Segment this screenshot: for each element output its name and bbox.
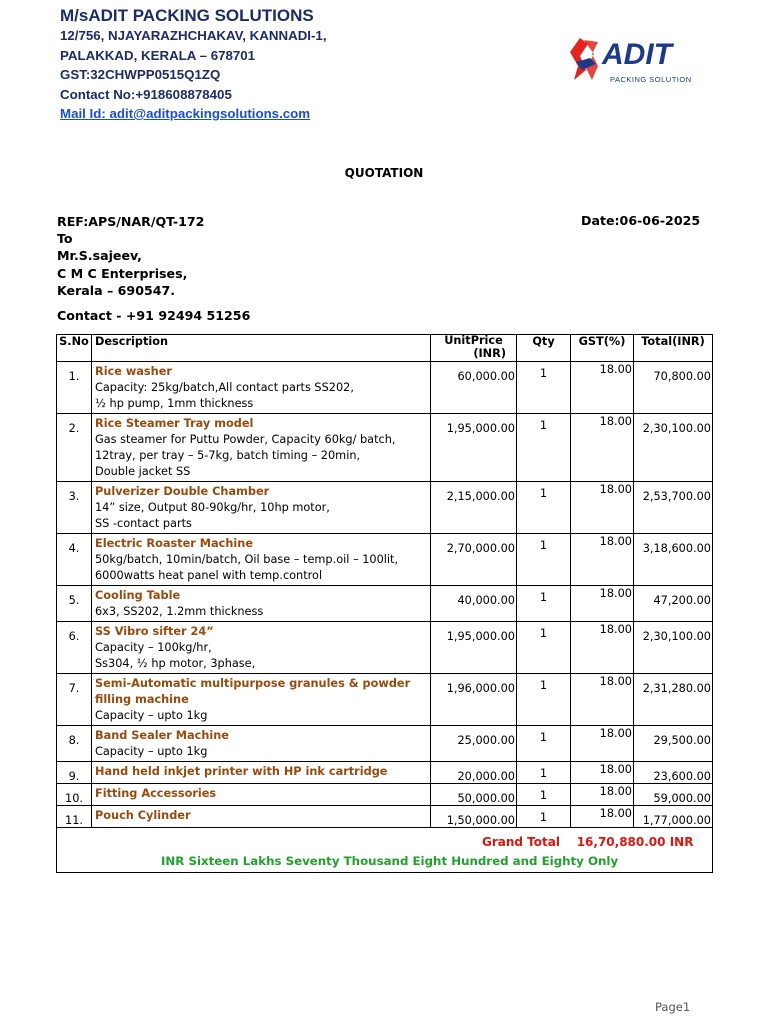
row-qty: 1: [517, 482, 571, 534]
recipient-name: Mr.S.sajeev,: [57, 248, 142, 264]
item-detail: 12tray, per tray – 5-7kg, batch timing – 20min,: [95, 449, 361, 462]
row-qty: 1: [517, 726, 571, 762]
item-name: Rice washer: [95, 365, 172, 378]
row-gst: 18.00: [571, 806, 634, 828]
recipient-block: [57, 213, 204, 299]
grand-total-label: Grand Total: [482, 835, 560, 849]
item-name: Electric Roaster Machine: [95, 537, 253, 550]
item-detail: 14” size, Output 80-90kg/hr, 10hp motor,: [95, 501, 330, 514]
item-name: Cooling Table: [95, 589, 181, 602]
row-qty: 1: [517, 622, 571, 674]
item-detail: Capacity – upto 1kg: [95, 745, 208, 758]
company-mail-link[interactable]: Mail Id: adit@aditpackingsolutions.com: [60, 106, 311, 121]
row-unitprice: 60,000.00: [431, 362, 517, 414]
row-unitprice: 1,96,000.00: [431, 674, 517, 726]
summary-row: [57, 828, 713, 873]
row-gst: 18.00: [571, 762, 634, 784]
header-qty: Qty: [517, 335, 571, 362]
company-address-2: PALAKKAD, KERALA – 678701: [60, 47, 256, 63]
table-row: [57, 726, 713, 762]
item-name: Hand held inkjet printer with HP ink cartridge: [95, 765, 388, 778]
row-qty: 1: [517, 586, 571, 622]
row-total: 59,000.00: [634, 784, 713, 806]
row-gst: 18.00: [571, 362, 634, 414]
adit-logo: [566, 34, 700, 86]
item-name: SS Vibro sifter 24”: [95, 625, 214, 638]
to-label: To: [57, 231, 73, 247]
row-gst: 18.00: [571, 674, 634, 726]
row-total: 23,600.00: [634, 762, 713, 784]
row-total: 3,18,600.00: [634, 534, 713, 586]
table-row: [57, 806, 713, 828]
logo-brand: ADIT: [602, 38, 672, 71]
row-gst: 18.00: [571, 726, 634, 762]
table-row: [57, 784, 713, 806]
row-sno: 7.: [57, 674, 92, 726]
item-name: Band Sealer Machine: [95, 729, 229, 742]
row-total: 70,800.00: [634, 362, 713, 414]
row-description: [92, 586, 431, 622]
header-gst: GST(%): [571, 335, 634, 362]
row-qty: 1: [517, 806, 571, 828]
row-sno: 2.: [57, 414, 92, 482]
row-total: 29,500.00: [634, 726, 713, 762]
item-detail: Double jacket SS: [95, 465, 191, 478]
recipient-company: C M C Enterprises,: [57, 265, 188, 281]
row-total: 2,30,100.00: [634, 414, 713, 482]
table-row: [57, 586, 713, 622]
table-row: [57, 674, 713, 726]
item-detail: SS -contact parts: [95, 517, 192, 530]
item-detail: Ss304, ½ hp motor, 3phase,: [95, 657, 256, 670]
row-unitprice: 40,000.00: [431, 586, 517, 622]
quotation-date: Date:06-06-2025: [581, 213, 701, 228]
row-description: [92, 806, 431, 828]
grand-total-value: 16,70,880.00 INR: [576, 835, 694, 849]
item-detail: Capacity – upto 1kg: [95, 709, 208, 722]
table-row: [57, 482, 713, 534]
grand-total: [482, 835, 693, 849]
row-total: 2,31,280.00: [634, 674, 713, 726]
row-gst: 18.00: [571, 534, 634, 586]
row-unitprice: 1,95,000.00: [431, 414, 517, 482]
document-title: QUOTATION: [344, 166, 424, 180]
row-gst: 18.00: [571, 784, 634, 806]
item-detail: 50kg/batch, 10min/batch, Oil base – temp.oil – 100lit,: [95, 553, 399, 566]
row-sno: 5.: [57, 586, 92, 622]
row-qty: 1: [517, 414, 571, 482]
row-unitprice: 50,000.00: [431, 784, 517, 806]
row-sno: 9.: [57, 762, 92, 784]
header-unitprice-label: UnitPrice: [444, 334, 503, 347]
row-qty: 1: [517, 534, 571, 586]
row-description: [92, 726, 431, 762]
row-sno: 11.: [57, 806, 92, 828]
item-detail: 6000watts heat panel with temp.control: [95, 569, 323, 582]
row-unitprice: 25,000.00: [431, 726, 517, 762]
row-qty: 1: [517, 362, 571, 414]
row-description: [92, 784, 431, 806]
item-name: Fitting Accessories: [95, 787, 217, 800]
row-sno: 6.: [57, 622, 92, 674]
item-name: Semi-Automatic multipurpose granules & powder filling machine: [95, 677, 411, 706]
row-gst: 18.00: [571, 414, 634, 482]
header-total: Total(INR): [634, 335, 713, 362]
quotation-table: [56, 334, 713, 873]
item-name: Pulverizer Double Chamber: [95, 485, 270, 498]
company-name: M/sADIT PACKING SOLUTIONS: [60, 6, 314, 25]
reference-number: REF:APS/NAR/QT-172: [57, 214, 205, 229]
row-total: 2,53,700.00: [634, 482, 713, 534]
item-name: Rice Steamer Tray model: [95, 417, 254, 430]
row-description: [92, 482, 431, 534]
row-description: [92, 622, 431, 674]
row-unitprice: 20,000.00: [431, 762, 517, 784]
row-qty: 1: [517, 762, 571, 784]
summary-cell: [57, 828, 713, 873]
row-unitprice: 2,15,000.00: [431, 482, 517, 534]
company-header: [60, 6, 327, 124]
row-gst: 18.00: [571, 622, 634, 674]
item-detail: 6x3, SS202, 1.2mm thickness: [95, 605, 264, 618]
row-sno: 1.: [57, 362, 92, 414]
table-row: [57, 534, 713, 586]
item-name: Pouch Cylinder: [95, 809, 191, 822]
recipient-location: Kerala – 690547.: [57, 282, 176, 298]
header-unitprice-unit: (INR): [473, 346, 506, 360]
item-detail: ½ hp pump, 1mm thickness: [95, 397, 254, 410]
row-unitprice: 2,70,000.00: [431, 534, 517, 586]
table-row: [57, 362, 713, 414]
row-qty: 1: [517, 674, 571, 726]
logo-tagline: PACKING SOLUTION: [610, 75, 692, 84]
header-unitprice: [431, 335, 517, 362]
row-description: [92, 534, 431, 586]
row-description: [92, 414, 431, 482]
table-row: [57, 622, 713, 674]
row-sno: 4.: [57, 534, 92, 586]
company-address-1: 12/756, NJAYARAZHCHAKAV, KANNADI-1,: [60, 28, 327, 43]
row-description: [92, 674, 431, 726]
header-sno: S.No: [57, 335, 92, 362]
row-description: [92, 762, 431, 784]
row-sno: 8.: [57, 726, 92, 762]
row-sno: 3.: [57, 482, 92, 534]
header-description: Description: [92, 335, 431, 362]
table-header-row: [57, 335, 713, 362]
item-detail: Capacity: 25kg/batch,All contact parts SS202,: [95, 381, 354, 394]
company-contact: Contact No:+918608878405: [60, 86, 232, 102]
row-total: 1,77,000.00: [634, 806, 713, 828]
row-total: 2,30,100.00: [634, 622, 713, 674]
row-gst: 18.00: [571, 482, 634, 534]
recipient-contact: Contact - +91 92494 51256: [57, 308, 251, 323]
page-number: Page1: [655, 1000, 691, 1014]
item-detail: Capacity – 100kg/hr,: [95, 641, 212, 654]
amount-in-words: INR Sixteen Lakhs Seventy Thousand Eight Hundred and Eighty Only: [161, 854, 619, 868]
table-row: [57, 762, 713, 784]
row-description: [92, 362, 431, 414]
row-total: 47,200.00: [634, 586, 713, 622]
row-gst: 18.00: [571, 586, 634, 622]
table-row: [57, 414, 713, 482]
row-unitprice: 1,50,000.00: [431, 806, 517, 828]
row-unitprice: 1,95,000.00: [431, 622, 517, 674]
row-qty: 1: [517, 784, 571, 806]
item-detail: Gas steamer for Puttu Powder, Capacity 60kg/ batch,: [95, 433, 396, 446]
company-gst: GST:32CHWPP0515Q1ZQ: [60, 67, 221, 82]
row-sno: 10.: [57, 784, 92, 806]
